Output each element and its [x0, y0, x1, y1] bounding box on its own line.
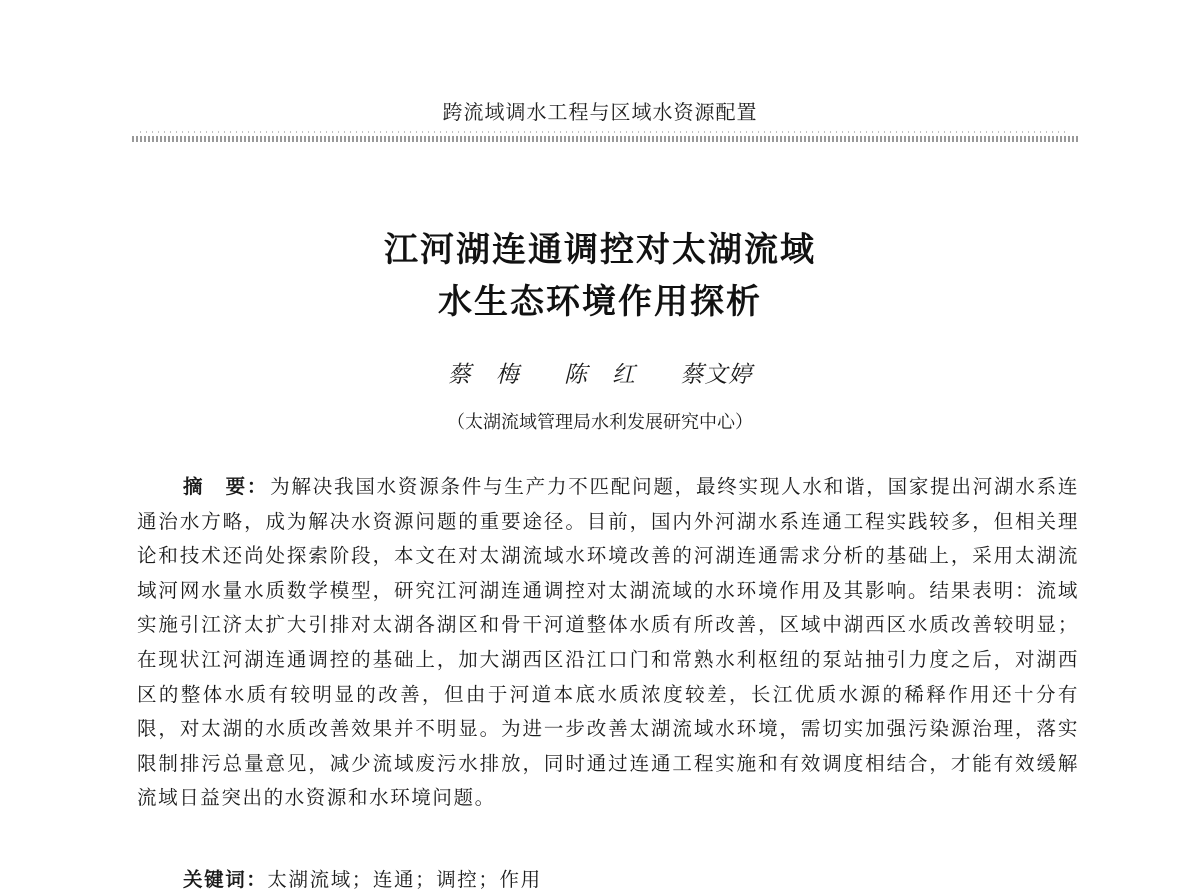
keywords-text: 太湖流域；连通；调控；作用 — [267, 868, 542, 891]
keywords — [183, 864, 542, 892]
author-2: 陈 红 — [564, 362, 636, 388]
abstract-label: 摘 要： — [183, 475, 269, 498]
author-3: 蔡文婷 — [680, 362, 753, 388]
header-rule — [132, 136, 1080, 142]
abstract-text: 为解决我国水资源条件与生产力不匹配问题，最终实现人水和谐，国家提出河湖水系连通治水方略，成为解决水资源问题的重要途径。目前，国内外河湖水系连通工程实践较多，但相关理论和技术还尚处探索阶段，本文在对太湖流域水环境改善的河湖连通需求分析的基础上，采用太湖流域河网水量水质数学模型，研究江河湖连通调控对太湖流域的水环境作用及其影响。结果表明：流域实施引江济太扩大引排对太湖各湖区和骨干河道整体水质有所改善，区域中湖西区水质改善较明显；在现状江河湖连通调控的基础上，加大湖西区沿江口门和常熟水利枢纽的泵站抽引力度之后，对湖西区的整体水质有较明显的改善，但由于河道本底水质浓度较差，长江优质水源的稀释作用还十分有限，对太湖的水质改善效果并不明显。为进一步改善太湖流域水环境，需切实加强污染源治理，落实限制排污总量意见，减少流域废污水排放，同时通过连通工程实施和有效调度相结合，才能有效缓解流域日益突出的水资源和水环境问题。 — [137, 475, 1079, 810]
keywords-label: 关键词： — [183, 868, 268, 891]
paper-title-line-2: 水生态环境作用探析 — [438, 282, 762, 322]
header-rule-dotted — [140, 131, 1070, 133]
paper-title-line-1: 江河湖连通调控对太湖流域 — [384, 230, 816, 270]
running-header: 跨流域调水工程与区域水资源配置 — [442, 100, 758, 124]
abstract — [137, 470, 1079, 816]
affiliation: （太湖流域管理局水利发展研究中心） — [447, 412, 753, 433]
author-1: 蔡 梅 — [447, 362, 520, 388]
authors — [0, 356, 1200, 389]
paper-title — [0, 224, 1200, 328]
